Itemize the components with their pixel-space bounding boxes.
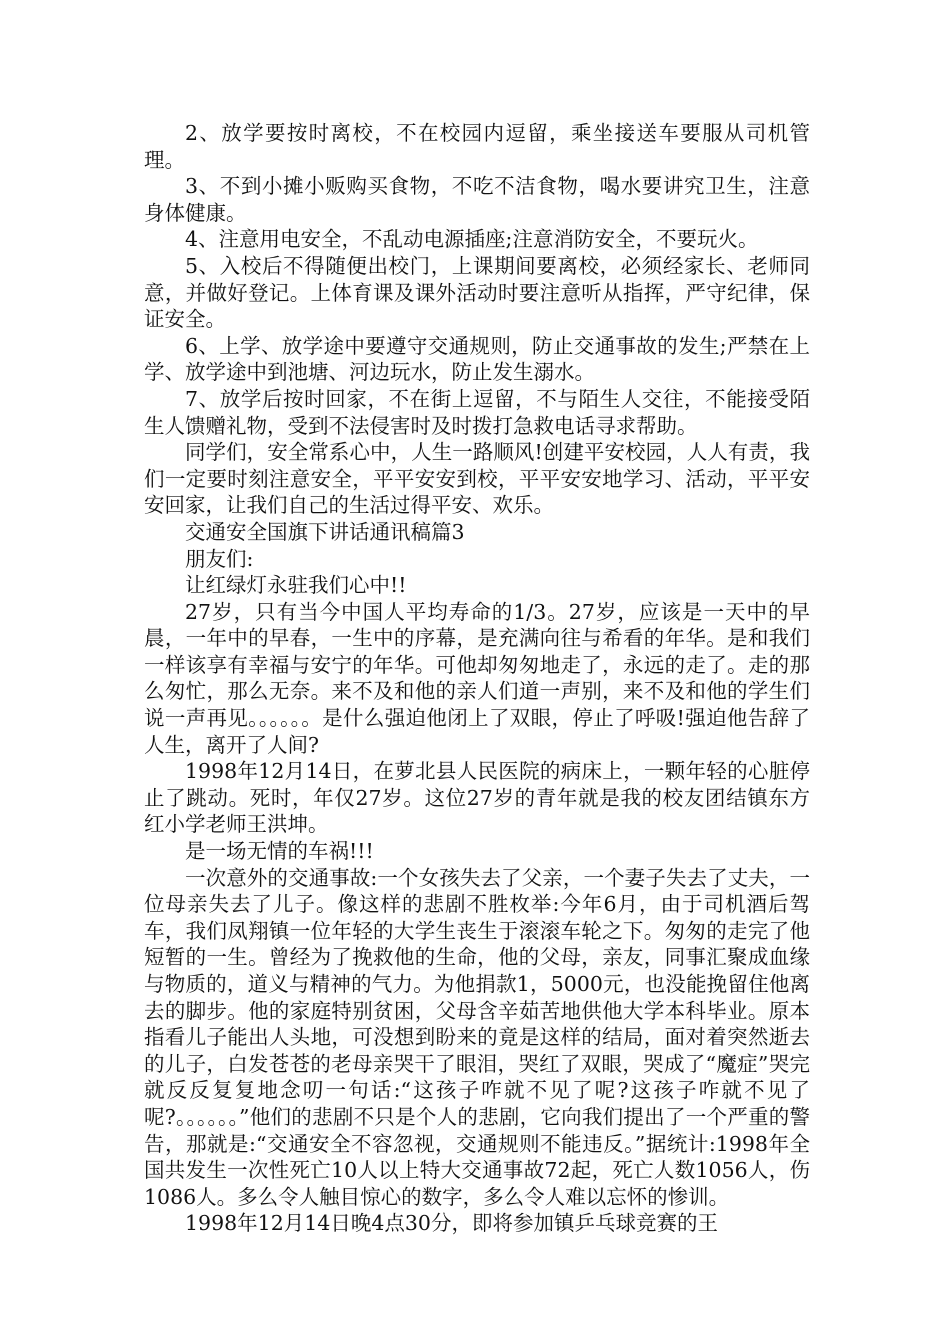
paragraph-date: 1998年12月14日，在萝北县人民医院的病床上，一颗年轻的心脏停止了跳动。死时，年仅27岁。这位27岁的青年就是我的校友团结镇东方红小学老师王洪坤。 bbox=[144, 759, 810, 837]
paragraph-accident: 是一场无情的车祸!!! bbox=[185, 839, 374, 864]
paragraph-rule-4: 4、注意用电安全，不乱动电源插座;注意消防安全，不要玩火。 bbox=[185, 227, 759, 252]
paragraph-rule-6: 6、上学、放学途中要遵守交通规则，防止交通事故的发生;严禁在上学、放学途中到池塘、河边玩水，防止发生溺水。 bbox=[144, 333, 810, 385]
paragraph-age-27: 27岁，只有当今中国人平均寿命的1/3。27岁，应该是一天中的早晨，一年中的早春，一生中的序幕，是充满向往与希看的年华。是和我们一样该享有幸福与安宁的年华。可他却匆匆地走了，永远的走了。走的那么匆忙，那么无奈。来不及和他的亲人们道一声别，来不及和他的学生们说一声再见。。。。。。是什么强迫他闭上了双眼，停止了呼吸!强迫他告辞了人生，离开了人间? bbox=[144, 599, 810, 757]
paragraph-rule-5: 5、入校后不得随便出校门，上课期间要离校，必须经家长、老师同意，并做好登记。上体育课及课外活动时要注意听从指挥，严守纪律，保证安全。 bbox=[144, 253, 810, 332]
paragraph-rule-7: 7、放学后按时回家，不在街上逗留，不与陌生人交往，不能接受陌生人馈赠礼物，受到不法侵害时及时拨打急救电话寻求帮助。 bbox=[144, 386, 810, 438]
paragraph-tragedy: 一次意外的交通事故:一个女孩失去了父亲，一个妻子失去了丈夫，一位母亲失去了儿子。像这样的悲剧不胜枚举:今年6月，由于司机酒后驾车，我们凤翔镇一位年轻的大学生丧生于滚滚车轮之下。匆匆的走完了他短暂的一生。曾经为了挽救他的生命，他的父母，亲友，同事汇聚成血缘与物质的，道义与精神的气力。为他捐款1，5000元，也没能挽留住他离去的脚步。他的家庭特别贫困，父母含辛茹苦地供他大学本科毕业。原本指看儿子能出人头地，可没想到盼来的竟是这样的结局，面对着突然逝去的儿子，白发苍苍的老母亲哭干了眼泪，哭红了双眼，哭成了“魔症”哭完就反反复复地念叨一句话:“这孩子咋就不见了呢?这孩子咋就不见了呢?。。。。。。”他们的悲剧不只是个人的悲剧，它向我们提出了一个严重的警告，那就是:“交通安全不容忽视，交通规则不能违反。”据统计:1998年全国共发生一次性死亡10人以上特大交通事故72起，死亡人数1056人，伤1086人。多么令人触目惊心的数字，多么令人难以忘怀的惨训。 bbox=[144, 865, 810, 1209]
paragraph-closing: 同学们，安全常系心中，人生一路顺风!创建平安校园，人人有责，我们一定要时刻注意安全，平平安安到校，平平安安地学习、活动，平平安安回家，让我们自己的生活过得平安、欢乐。 bbox=[144, 440, 810, 518]
paragraph-final: 1998年12月14日晚4点30分，即将参加镇乒乓球竞赛的王 bbox=[185, 1211, 718, 1236]
paragraph-rule-2: 2、放学要按时离校，不在校园内逗留，乘坐接送车要服从司机管理。 bbox=[144, 121, 810, 172]
section-title: 交通安全国旗下讲话通讯稿篇3 bbox=[185, 519, 465, 544]
salutation: 朋友们: bbox=[185, 546, 254, 571]
document-body bbox=[144, 120, 810, 1237]
paragraph-rule-3: 3、不到小摊小贩购买食物，不吃不洁食物，喝水要讲究卫生，注意身体健康。 bbox=[144, 174, 810, 225]
speech-title: 让红绿灯永驻我们心中!! bbox=[185, 573, 407, 598]
